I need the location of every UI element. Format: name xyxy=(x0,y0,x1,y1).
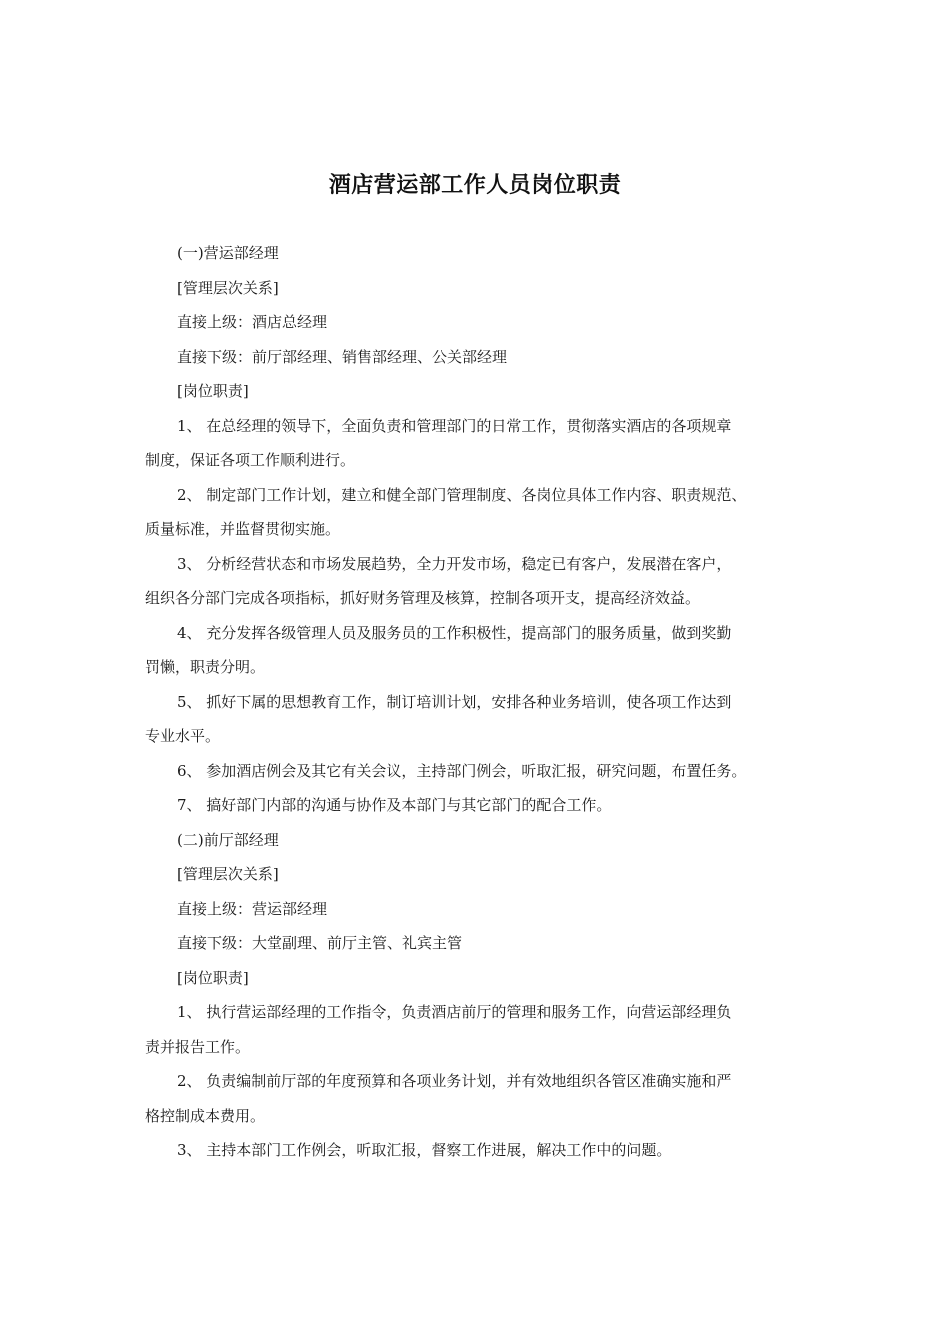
duty-item: 1、 在总经理的领导下，全面负责和管理部门的日常工作，贯彻落实酒店的各项规章 xyxy=(177,416,732,435)
document-body xyxy=(145,236,810,1168)
duty-item: 1、 执行营运部经理的工作指令，负责酒店前厅的管理和服务工作，向营运部经理负 xyxy=(177,1003,732,1021)
subsection-heading: [岗位职责] xyxy=(177,968,249,987)
subsection-heading: [岗位职责] xyxy=(177,382,249,400)
superior-line: 直接上级：酒店总经理 xyxy=(177,313,328,331)
subsection-heading: [管理层次关系] xyxy=(177,278,279,297)
duty-item: 3、 分析经营状态和市场发展趋势，全力开发市场，稳定已有客户，发展潜在客户， xyxy=(177,554,732,573)
duty-item: 2、 负责编制前厅部的年度预算和各项业务计划，并有效地组织各管区准确实施和严 xyxy=(177,1072,732,1090)
duty-item-continuation: 组织各分部门完成各项指标，抓好财务管理及核算，控制各项开支，提高经济效益。 xyxy=(145,589,701,607)
duty-item-continuation: 专业水平。 xyxy=(145,727,221,745)
subordinate-line: 直接下级：前厅部经理、销售部经理、公关部经理 xyxy=(177,347,508,366)
subsection-heading: [管理层次关系] xyxy=(177,865,279,883)
section-heading: (一)营运部经理 xyxy=(177,244,279,262)
superior-line: 直接上级：营运部经理 xyxy=(177,899,328,918)
duty-item: 7、 搞好部门内部的沟通与协作及本部门与其它部门的配合工作。 xyxy=(177,796,612,814)
duty-item: 4、 充分发挥各级管理人员及服务员的工作积极性，提高部门的服务质量，做到奖勤 xyxy=(177,623,732,642)
duty-item-continuation: 格控制成本费用。 xyxy=(145,1106,266,1125)
subordinate-line: 直接下级：大堂副理、前厅主管、礼宾主管 xyxy=(177,934,463,952)
duty-item: 5、 抓好下属的思想教育工作，制订培训计划，安排各种业务培训，使各项工作达到 xyxy=(177,692,732,711)
section-heading: (二)前厅部经理 xyxy=(177,830,279,849)
duty-item: 2、 制定部门工作计划，建立和健全部门管理制度、各岗位具体工作内容、职责规范、 xyxy=(177,485,747,504)
document-title: 酒店营运部工作人员岗位职责 xyxy=(328,173,622,198)
duty-item-continuation: 质量标准，并监督贯彻实施。 xyxy=(145,520,341,538)
duty-item: 6、 参加酒店例会及其它有关会议，主持部门例会，听取汇报，研究问题，布置任务。 xyxy=(177,761,747,780)
duty-item-continuation: 罚懒，职责分明。 xyxy=(145,658,266,676)
duty-item-continuation: 责并报告工作。 xyxy=(145,1037,251,1056)
duty-item: 3、 主持本部门工作例会，听取汇报，督察工作进展，解决工作中的问题。 xyxy=(177,1141,672,1159)
duty-item-continuation: 制度，保证各项工作顺利进行。 xyxy=(145,451,356,469)
